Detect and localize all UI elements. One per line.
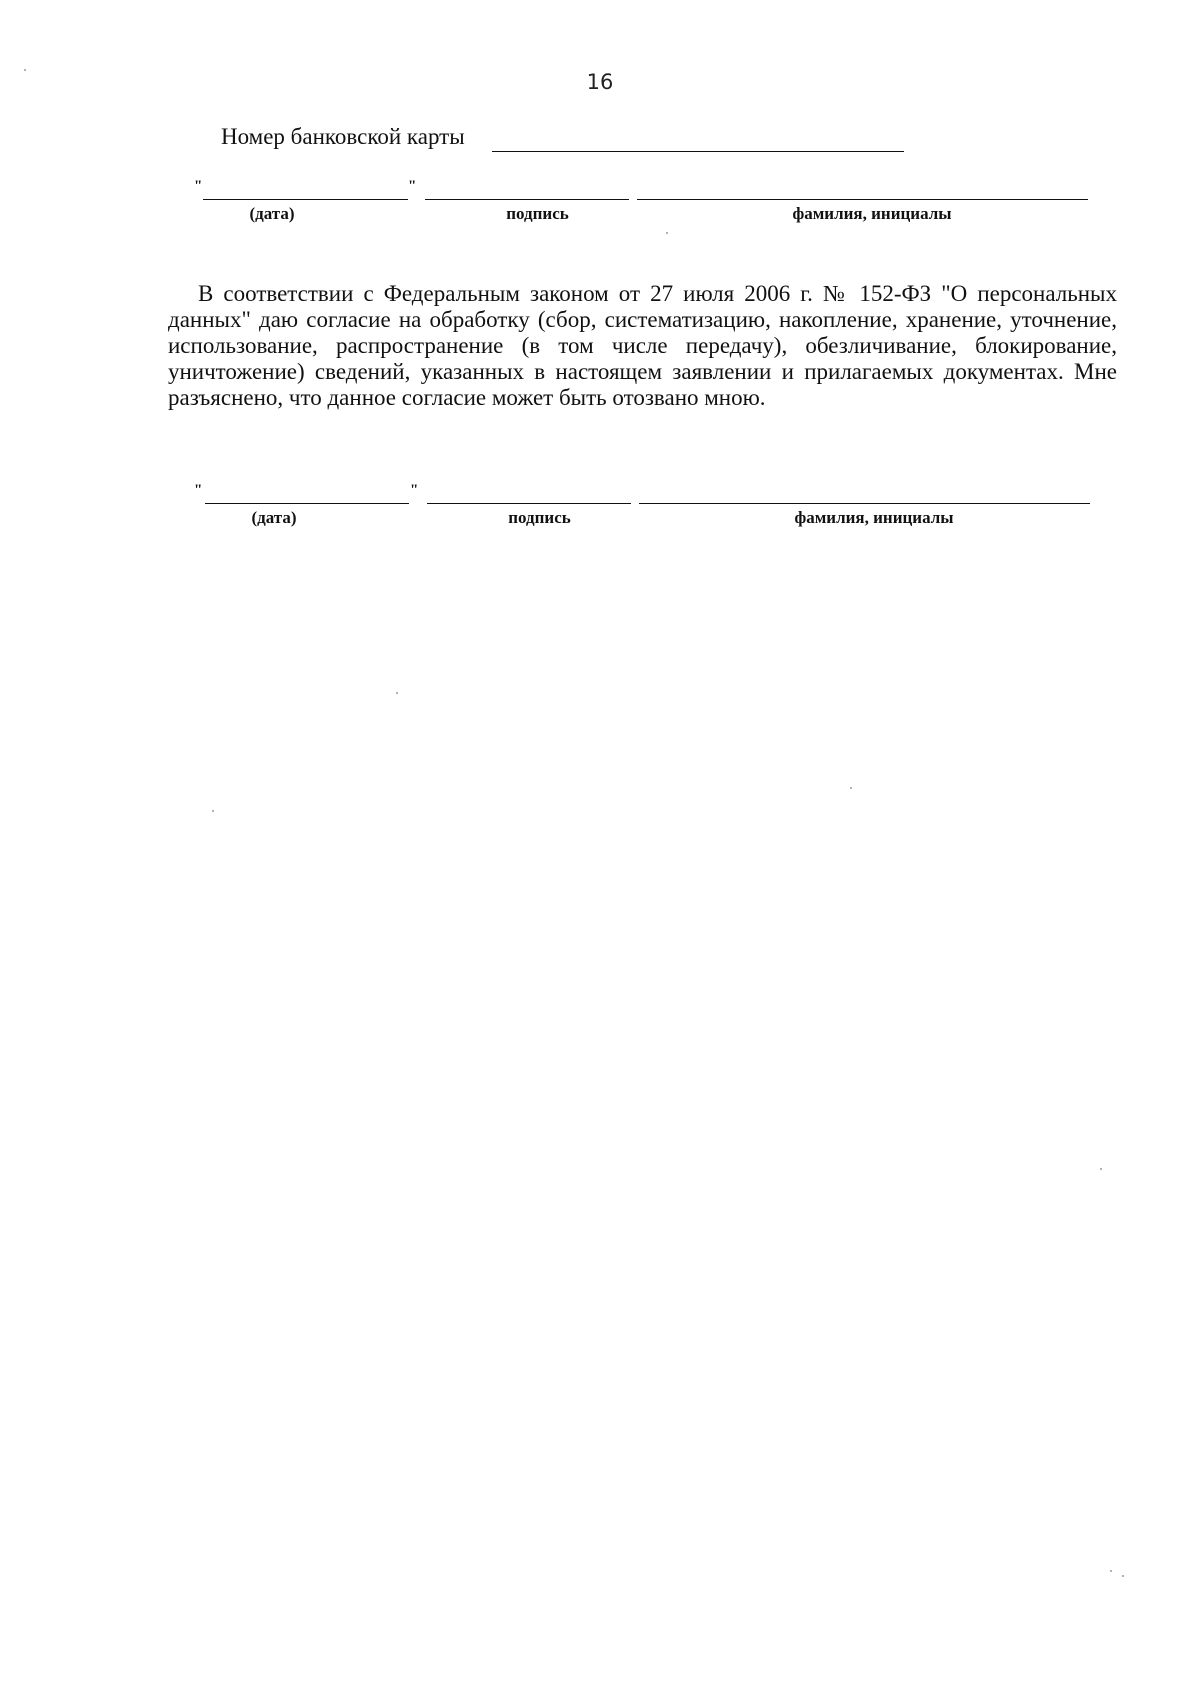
date-label: (дата) (249, 204, 295, 223)
scan-speck (666, 232, 668, 234)
date-close-quote: " (408, 178, 417, 194)
date-close-quote: " (410, 482, 419, 498)
date-line[interactable] (203, 199, 408, 200)
name-line[interactable] (637, 199, 1088, 200)
bank-card-input-line[interactable] (492, 151, 904, 152)
scan-speck (24, 69, 26, 71)
scan-speck (212, 810, 214, 812)
name-line[interactable] (639, 503, 1090, 504)
signature-line[interactable] (425, 199, 629, 200)
date-open-quote: " (194, 482, 203, 498)
date-line[interactable] (205, 503, 409, 504)
signature-label: подпись (506, 204, 569, 223)
scan-speck (850, 787, 852, 789)
consent-paragraph: В соответствии с Федеральным законом от 27 июля 2006 г. № 152-ФЗ "О персональных данных" даю согласие на обработку (сбор, систематизацию, накопление, хранение, уточнение, использование, распространение (в том числе передачу), обезличивание, блокирование, уничтожение) сведений, указанных в настоящем заявлении и прилагаемых документах. Мне разъяснено, что данное согласие может быть отозвано мною. (168, 281, 1117, 410)
page-number: 16 (586, 70, 614, 94)
bank-card-label: Номер банковской карты (221, 124, 465, 149)
signature-line[interactable] (427, 503, 631, 504)
date-open-quote: " (194, 178, 203, 194)
date-label: (дата) (251, 508, 297, 527)
scan-speck (1100, 1168, 1102, 1170)
scan-speck (396, 692, 398, 694)
signature-label: подпись (508, 508, 571, 527)
name-label: фамилия, инициалы (792, 204, 952, 223)
scan-speck (1110, 1570, 1112, 1572)
name-label: фамилия, инициалы (794, 508, 954, 527)
scan-speck (1122, 1575, 1124, 1577)
